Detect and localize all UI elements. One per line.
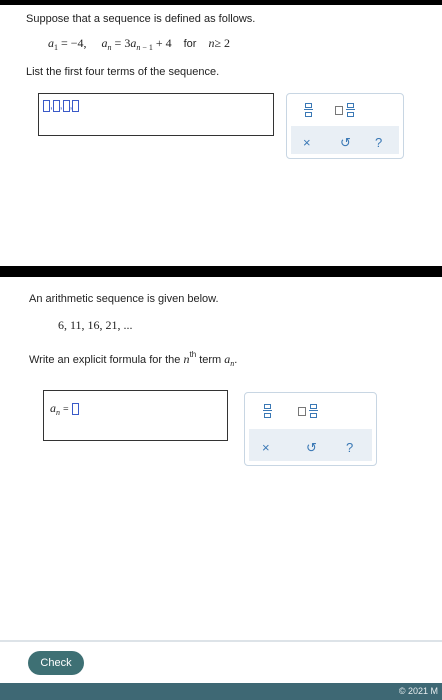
q2-equals: =: [63, 404, 69, 415]
q1-def-a1: = −4,: [61, 36, 87, 50]
q1-def-cond: ≥ 2: [214, 36, 231, 50]
footer-bar: [0, 683, 442, 700]
section-divider: [0, 266, 442, 277]
q1-answer-box[interactable]: [38, 93, 274, 136]
q2-instruction-end: .: [234, 354, 238, 366]
term-1-input[interactable]: [43, 100, 50, 112]
formula-input[interactable]: [72, 403, 79, 415]
term-4-input[interactable]: [72, 100, 79, 112]
mixed-number-icon[interactable]: [335, 103, 355, 118]
q1-term-slots: , , ,: [43, 97, 79, 115]
q2-instruction: Write an explicit formula for the $n^{th}$ term $a_n$.: [29, 350, 238, 368]
q1-instruction: List the first four terms of the sequence.: [26, 66, 220, 78]
q2-prompt: An arithmetic sequence is given below.: [29, 293, 219, 305]
undo-icon[interactable]: ↺: [306, 440, 317, 455]
mixed-number-icon[interactable]: [298, 404, 318, 419]
q2-instruction-mid: term: [199, 354, 222, 366]
q1-def-rec-tail: + 4: [155, 36, 172, 50]
q2-answer-box[interactable]: [43, 390, 228, 441]
top-border: [0, 0, 442, 5]
term-2-input[interactable]: [53, 100, 60, 112]
q1-prompt: Suppose that a sequence is defined as follows.: [26, 13, 256, 25]
clear-icon[interactable]: ×: [262, 440, 270, 455]
q2-math-toolbar: [244, 392, 377, 466]
q2-instruction-start: Write an explicit formula for the: [29, 354, 181, 366]
q1-def-for: for: [183, 38, 197, 50]
help-icon[interactable]: ?: [346, 440, 354, 455]
help-icon[interactable]: ?: [375, 135, 383, 150]
fraction-icon[interactable]: [304, 103, 313, 118]
undo-icon[interactable]: ↺: [340, 135, 351, 150]
q1-def-rec: = 3: [114, 36, 131, 50]
footer-rule: [0, 640, 442, 642]
q2-formula-lhs: $a_n$ =: [50, 401, 79, 417]
fraction-icon[interactable]: [263, 404, 272, 419]
q2-instruction-sup: th: [189, 350, 197, 359]
q1-definition: $a_1 = -4$, $a_n = 3a_n$ $_{- 1}$ + 4 for n≥ 2: [48, 36, 231, 52]
q2-sequence: 6, 11, 16, 21, ...: [58, 318, 133, 332]
q1-math-toolbar: [286, 93, 404, 159]
clear-icon[interactable]: ×: [303, 135, 311, 150]
copyright-text: © 2021 M: [398, 686, 438, 696]
term-3-input[interactable]: [63, 100, 70, 112]
check-button[interactable]: Check: [28, 651, 84, 675]
